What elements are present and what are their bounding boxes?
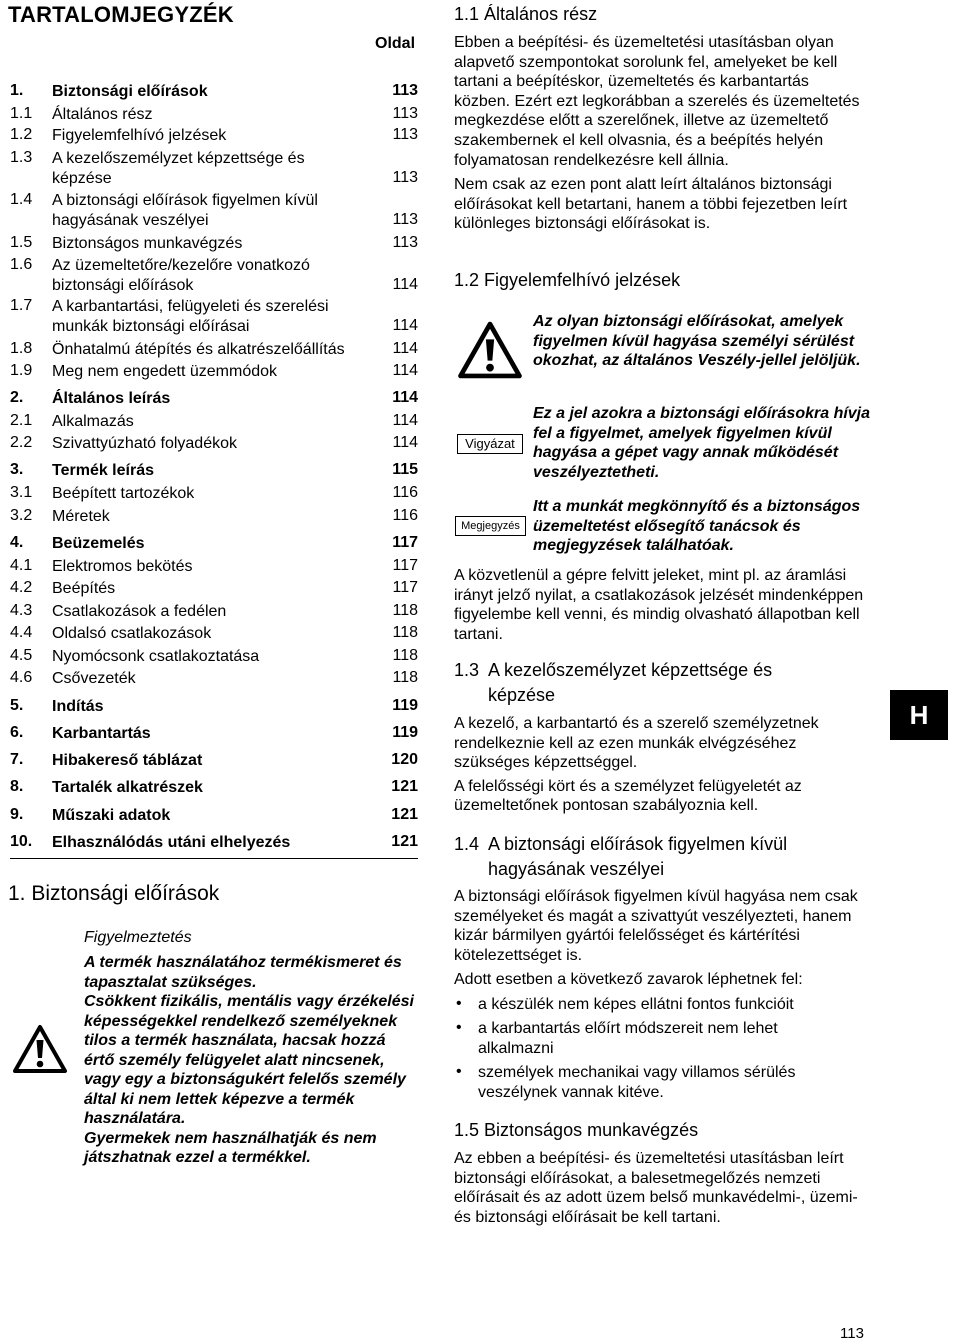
toc-entry-num: 4.5	[10, 647, 33, 664]
toc-entry-num: 1.5	[10, 234, 33, 251]
paragraph-text: A kezelő, a karbantartó és a szerelő személyzetnek rendelkeznie kell az ezen munkák elvégzéséhez szükséges képzettséggel.	[454, 715, 819, 772]
toc-entry-text: Alkalmazás	[52, 413, 134, 430]
toc-entry-text: Méretek	[52, 508, 110, 525]
toc-entry-num: 4.1	[10, 557, 33, 574]
warning-triangle-icon	[457, 320, 523, 380]
toc-entry-page: 114	[392, 340, 418, 357]
toc-entry-num: 1.4	[10, 191, 33, 208]
toc-entry-text: Hibakereső táblázat	[52, 752, 203, 769]
toc-entry-page: 118	[392, 624, 418, 641]
toc-entry-num: 4.	[10, 534, 24, 551]
toc-entry-num: 2.2	[10, 434, 33, 451]
toc-entry-text: Tartalék alkatrészek	[52, 779, 203, 796]
toc-entry-page: 118	[392, 647, 418, 664]
toc-entry-text: Önhatalmú átépítés és alkatrészelőállítás	[52, 341, 345, 358]
paragraph-text: A felelősségi kört és a személyzet felügyeletét az üzemeltetőnek pontosan szabályoznia kell.	[454, 777, 802, 815]
toc-entry-num: 6.	[10, 724, 24, 741]
section-heading-1-3-num: 1.3	[454, 660, 480, 680]
toc-entry-page: 121	[391, 833, 418, 850]
section-heading-1-1: 1.1 Általános rész	[454, 4, 598, 24]
toc-entry-page: 113	[392, 82, 418, 99]
toc-entry-page: 114	[392, 389, 418, 406]
toc-entry-num: 5.	[10, 697, 24, 714]
toc-entry-text: A karbantartási, felügyeleti és szerelési munkák biztonsági előírásai	[52, 298, 329, 335]
toc-entry-num: 1.6	[10, 256, 33, 273]
toc-entry-text: A kezelőszemélyzet képzettsége és képzése	[52, 150, 305, 187]
toc-entry-num: 2.	[10, 389, 24, 406]
toc-divider	[10, 858, 418, 859]
note-label: Megjegyzés	[455, 516, 526, 536]
symbol-description: Itt a munkát megkönnyítő és a biztonságos üzemeltetést elősegítő tanácsok és megjegyzések találhatóak.	[533, 498, 861, 555]
toc-entry-text: Műszaki adatok	[52, 807, 171, 824]
toc-entry-text: Elektromos bekötés	[52, 558, 193, 575]
paragraph-text: Ebben a beépítési- és üzemeltetési utasításban olyan alapvető szempontokat sorolunk fel, amelyeket be kell tartani a beépítéskor, üzemeltetés és karbantartás közben. Ezért ezt legkorábban a szerelés és üzemeltetés megkezdése előtt a szerelőnek, illetve az üzemeltető szakembernek el kell olvasnia, és a beépítés helyén folyamatosan rendelkezésre kell állnia.	[454, 34, 860, 169]
warning-paragraph: Gyermekek nem használhatják és nem játszhatnak ezzel a termékkel.	[84, 1129, 377, 1166]
toc-entry-num: 4.6	[10, 669, 33, 686]
toc-entry-text: Csatlakozások a fedélen	[52, 603, 227, 620]
toc-entry-page: 119	[392, 724, 418, 741]
toc-entry-text: Beépítés	[52, 580, 116, 597]
toc-entry-text: Oldalsó csatlakozások	[52, 625, 212, 642]
section-heading-1-2: 1.2 Figyelemfelhívó jelzések	[454, 270, 681, 290]
toc-entry-page: 114	[392, 276, 418, 293]
toc-entry-page: 118	[392, 602, 418, 619]
toc-entry-text: Szivattyúzható folyadékok	[52, 435, 237, 452]
toc-entry-text: Elhasználódás utáni elhelyezés	[52, 834, 291, 851]
caution-label: Vigyázat	[457, 434, 523, 454]
paragraph-text: Nem csak az ezen pont alatt leírt általános biztonsági előírásokat kell betartani, hanem a többi fejezetben leírt különleges biztonsági előírásokat is.	[454, 176, 848, 233]
toc-entry-page: 113	[392, 211, 418, 228]
toc-entry-page: 117	[392, 534, 418, 551]
toc-entry-text: Csővezeték	[52, 670, 136, 687]
toc-title: TARTALOMJEGYZÉK	[8, 2, 234, 27]
toc-entry-num: 1.7	[10, 297, 33, 314]
toc-entry-num: 3.2	[10, 507, 33, 524]
toc-entry-text: Termék leírás	[52, 462, 154, 479]
toc-entry-page: 117	[392, 579, 418, 596]
toc-entry-num: 4.4	[10, 624, 33, 641]
toc-entry-num: 3.1	[10, 484, 33, 501]
toc-entry-num: 7.	[10, 751, 24, 768]
toc-entry-page: 116	[392, 484, 418, 501]
section-heading-1-4: A biztonsági előírások figyelmen kívül	[488, 834, 788, 854]
toc-entry-page: 115	[392, 461, 418, 478]
toc-entry-num: 3.	[10, 461, 24, 478]
toc-entry-page: 114	[392, 412, 418, 429]
toc-entry-page: 113	[392, 126, 418, 143]
toc-entry-text: Beépített tartozékok	[52, 485, 195, 502]
warning-paragraph: A termék használatához termékismeret és tapasztalat szükséges.	[84, 954, 402, 991]
toc-page-header: Oldal	[375, 35, 416, 52]
paragraph	[454, 566, 866, 644]
section-heading-1-5: 1.5 Biztonságos munkavégzés	[454, 1120, 699, 1140]
list-item: személyek mechanikai vagy villamos sérülés veszélynek vannak kitéve.	[478, 1064, 796, 1101]
toc-entry-text: Beüzemelés	[52, 535, 145, 552]
toc-entry-text: Az üzemeltetőre/kezelőre vonatkozó biztonsági előírások	[52, 257, 310, 294]
toc-entry-text: Indítás	[52, 698, 104, 715]
bullet-dot: •	[456, 1019, 462, 1036]
toc-entry-num: 2.1	[10, 412, 33, 429]
section-title: 1. Biztonsági előírások	[8, 882, 220, 905]
bullet-dot: •	[456, 995, 462, 1012]
toc-entry-page: 113	[392, 169, 418, 186]
toc-entry-page: 117	[392, 557, 418, 574]
toc-entry-num: 8.	[10, 778, 24, 795]
toc-entry-text: Általános leírás	[52, 390, 171, 407]
paragraph	[454, 714, 866, 816]
paragraph-text: A közvetlenül a gépre felvitt jeleket, mint pl. az áramlási irányt jelző nyilat, a csatlakozások jelzését mindenképpen figyelembe kell venni, és mindig olvasható állapotban kell tartani.	[454, 567, 864, 643]
toc-entry-text: Biztonsági előírások	[52, 83, 208, 100]
symbol-description: Az olyan biztonsági előírásokat, amelyek figyelmen kívül hagyása személyi sérülést okozhat, az általános Veszély-jellel jelöljük.	[533, 313, 861, 370]
warning-triangle-icon	[12, 1024, 68, 1074]
toc-entry-text: Karbantartás	[52, 725, 151, 742]
toc-entry-page: 118	[392, 669, 418, 686]
toc-entry-num: 4.2	[10, 579, 33, 596]
section-heading-1-4-num: 1.4	[454, 834, 480, 854]
toc-entry-page: 121	[391, 778, 418, 795]
toc-entry-text: Általános rész	[52, 106, 153, 123]
toc-entry-page: 113	[392, 234, 418, 251]
section-heading-1-3: A kezelőszemélyzet képzettsége és	[488, 660, 773, 680]
toc-entry-num: 1.9	[10, 362, 33, 379]
toc-entry-page: 113	[392, 105, 418, 122]
paragraph-text: Adott esetben a következő zavarok léphetnek fel:	[454, 971, 803, 989]
toc-entry-num: 1.8	[10, 340, 33, 357]
toc-entry-num: 1.2	[10, 126, 33, 143]
paragraph-text: A biztonsági előírások figyelmen kívül hagyása nem csak személyeket és magát a szivattyút veszélyezteti, hanem kizár bármilyen gyártói felelősséget és kártérítési kötelezettséget is.	[454, 888, 858, 964]
toc-entry-text: Meg nem engedett üzemmódok	[52, 363, 278, 380]
toc-entry-num: 1.1	[10, 105, 33, 122]
toc-entry-text: Figyelemfelhívó jelzések	[52, 127, 227, 144]
paragraph-text: Az ebben a beépítési- és üzemeltetési utasításban leírt biztonsági előírásokat, a balesetmegelőzés nemzeti előírásait és az adott üzem belső munkavédelmi-, üzemi- és biztonsági előírásait be kell tartani.	[454, 1150, 858, 1226]
toc-entry-text: Nyomócsonk csatlakoztatása	[52, 648, 260, 665]
toc-entry-page: 114	[392, 434, 418, 451]
toc-entry-num: 4.3	[10, 602, 33, 619]
warning-body	[84, 953, 419, 1168]
toc-entry-page: 114	[392, 362, 418, 379]
list-item: a készülék nem képes ellátni fontos funkcióit	[478, 996, 794, 1013]
toc-entry-page: 120	[391, 751, 418, 768]
bullet-dot: •	[456, 1063, 462, 1080]
toc-entry-num: 1.3	[10, 149, 33, 166]
toc-entry-text: A biztonsági előírások figyelmen kívül hagyásának veszélyei	[52, 192, 318, 229]
toc-entry-page: 116	[392, 507, 418, 524]
toc-entry-num: 1.	[10, 82, 24, 99]
toc-entry-page: 114	[392, 317, 418, 334]
page-number: 113	[840, 1325, 864, 1342]
symbol-description: Ez a jel azokra a biztonsági előírásokra hívja fel a figyelmet, amelyek figyelmen kívül hagyása a gépet vagy annak működését veszélyeztetheti.	[533, 405, 871, 481]
section-heading-1-4-cont: hagyásának veszélyei	[488, 859, 665, 879]
toc-entry-text: Biztonságos munkavégzés	[52, 235, 243, 252]
toc-entry-num: 9.	[10, 806, 24, 823]
toc-entry-page: 121	[391, 806, 418, 823]
warning-heading: Figyelmeztetés	[84, 929, 192, 946]
warning-paragraph: Csökkent fizikális, mentális vagy érzékelési képességekkel rendelkező személyeknek tilos a termék használata, hacsak hozzá értő személy felügyelet alatt nincsenek, vagy egy a biztonságukért felelős személy által ki nem lettek képezve a termék használatára.	[84, 993, 414, 1127]
list-item: a karbantartás előírt módszereit nem lehet alkalmazni	[478, 1020, 778, 1057]
paragraph	[454, 33, 866, 234]
language-tab: H	[890, 690, 948, 740]
toc-entry-num: 10.	[10, 833, 33, 850]
paragraph	[454, 1149, 859, 1227]
paragraph	[454, 887, 866, 990]
section-heading-1-3-cont: képzése	[488, 685, 556, 705]
toc-entry-page: 119	[392, 697, 418, 714]
